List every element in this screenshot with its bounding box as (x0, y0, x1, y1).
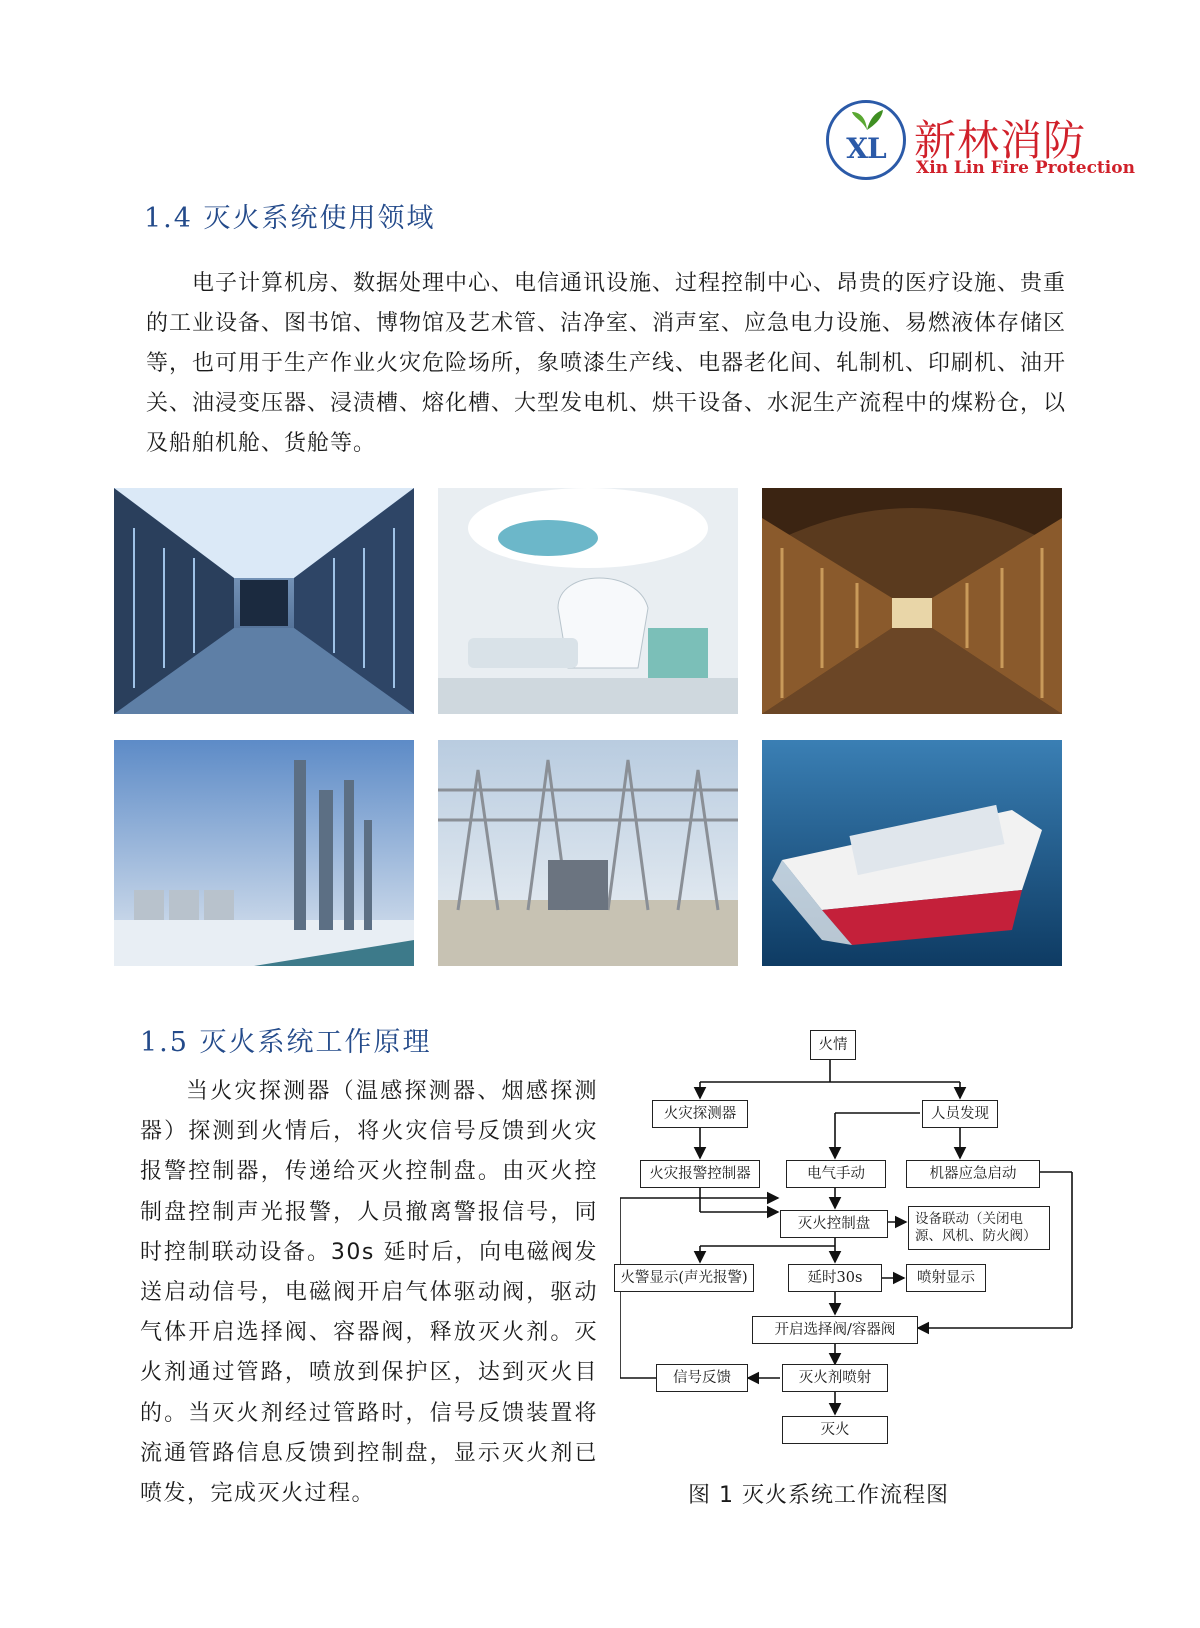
photo-medical-facility (438, 488, 738, 714)
flow-node-alarm-display: 火警显示(声光报警) (614, 1264, 754, 1292)
flow-node-person: 人员发现 (922, 1100, 998, 1128)
photo-power-substation (438, 740, 738, 966)
section-15-title: 1.5 灭火系统工作原理 (140, 1027, 432, 1058)
photo-library (762, 488, 1062, 714)
section-14-title: 1.4 灭火系统使用领域 (144, 203, 436, 234)
flow-node-extinguish: 灭火 (782, 1416, 888, 1444)
photo-cargo-ship (762, 740, 1062, 966)
flow-node-electric-manual: 电气手动 (786, 1160, 886, 1188)
flow-node-linkage: 设备联动（关闭电源、风机、防火阀） (908, 1206, 1050, 1250)
flow-node-signal-feedback: 信号反馈 (656, 1364, 748, 1392)
logo-mark: XL (846, 132, 886, 165)
flow-node-delay: 延时30s (788, 1264, 882, 1292)
flow-node-detector: 火灾探测器 (652, 1100, 748, 1128)
company-logo (826, 100, 1135, 186)
flowchart-caption: 图 1 灭火系统工作流程图 (688, 1483, 949, 1508)
leaf-icon (850, 108, 884, 132)
flow-node-machine-emergency: 机器应急启动 (906, 1160, 1040, 1188)
logo-name-cn: 新林消防 (914, 116, 1087, 165)
flow-node-spray-display: 喷射显示 (906, 1264, 986, 1292)
section-14-body: 电子计算机房、数据处理中心、电信通讯设施、过程控制中心、昂贵的医疗设施、贵重的工业设备、图书馆、博物馆及艺术管、洁净室、消声室、应急电力设施、易燃液体存储区等，也可用于生产作业火灾危险场所，象喷漆生产线、电器老化间、轧制机、印刷机、油开关、油浸变压器、浸渍槽、熔化槽、大型发电机、烘干设备、水泥生产流程中的煤粉仓，以及船舶机舱、货舱等。 (146, 271, 1067, 456)
photo-server-room (114, 488, 414, 714)
flow-node-fire: 火情 (810, 1030, 856, 1060)
flow-node-control-panel: 灭火控制盘 (780, 1210, 888, 1238)
flow-node-agent-spray: 灭火剂喷射 (782, 1364, 888, 1392)
section-15-body: 当火灾探测器（温感探测器、烟感探测器）探测到火情后，将火灾信号反馈到火灾报警控制器，传递给灭火控制盘。由灭火控制盘控制声光报警，人员撤离警报信号，同时控制联动设备。30s 延时后，向电磁阀发送启动信号，电磁阀开启气体驱动阀，驱动气体开启选择阀、容器阀，释放灭火剂。灭火剂通过管路，喷放到保护区，达到灭火目的。当灭火剂经过管路时，信号反馈装置将流通管路信息反馈到控制盘，显示灭火剂已喷发，完成灭火过程。 (140, 1079, 598, 1507)
flow-node-open-valves: 开启选择阀/容器阀 (752, 1316, 918, 1344)
fire-system-flowchart (620, 1030, 1090, 1460)
flow-node-alarm-controller: 火灾报警控制器 (640, 1160, 760, 1188)
logo-name-en: Xin Lin Fire Protection (916, 158, 1135, 178)
photo-chemical-plant (114, 740, 414, 966)
